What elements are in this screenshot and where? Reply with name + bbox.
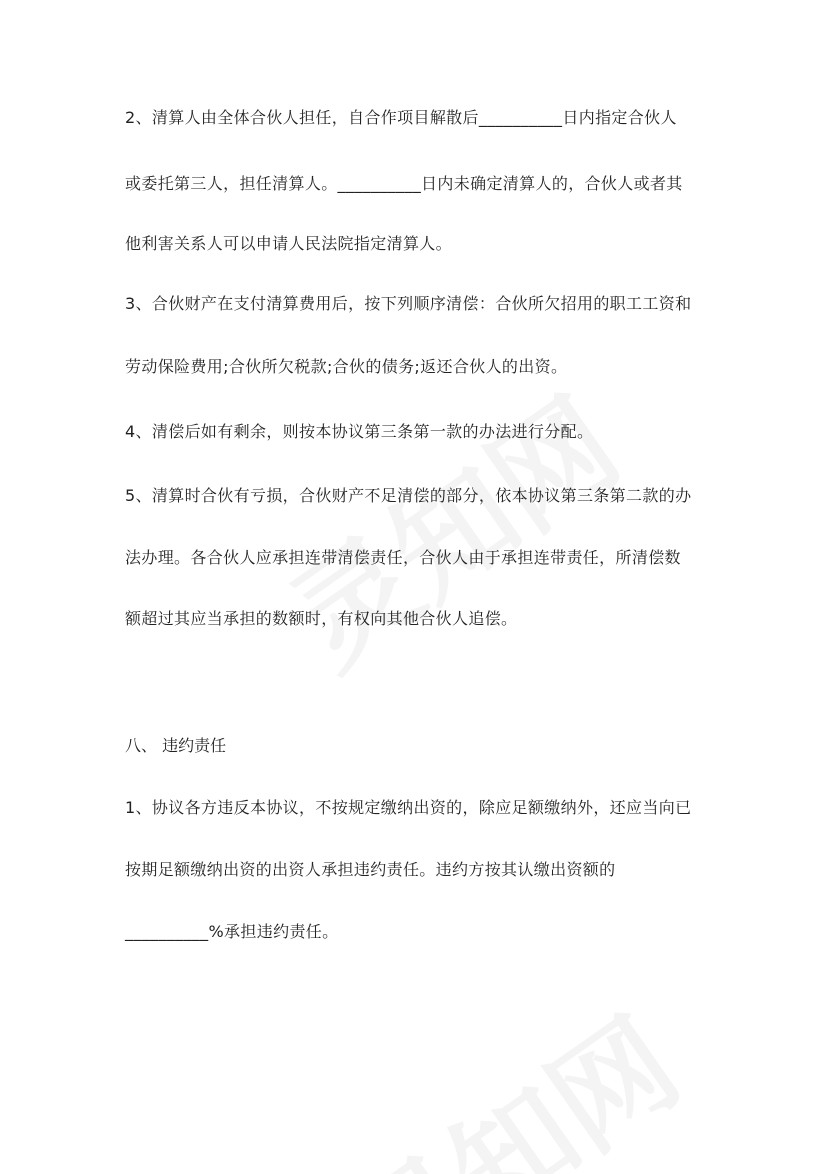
paragraph-line: 5、清算时合伙有亏损，合伙财产不足清偿的部分，依本协议第三条第二款的办 (125, 486, 692, 505)
paragraph-line: 4、清偿后如有剩余，则按本协议第三条第一款的办法进行分配。 (125, 422, 594, 441)
section-heading: 八、 违约责任 (125, 736, 227, 755)
watermark-center (253, 352, 647, 699)
paragraph-line: 法办理。各合伙人应承担连带清偿责任，合伙人由于承担连带责任，所清偿数 (125, 548, 681, 567)
paragraph-line: 额超过其应当承担的数额时，有权向其他合伙人追偿。 (125, 609, 518, 628)
paragraph-line: 劳动保险费用;合伙所欠税款;合伙的债务;返还合伙人的出资。 (125, 357, 568, 376)
paragraph-line: __________%承担违约责任。 (125, 922, 339, 941)
paragraph-line: 2、清算人由全体合伙人担任，自合作项目解散后__________日内指定合伙人 (125, 108, 677, 127)
paragraph-line: 或委托第三人，担任清算人。__________日内未确定清算人的，合伙人或者其 (125, 174, 683, 193)
paragraph-line: 他利害关系人可以申请人民法院指定清算人。 (125, 234, 453, 253)
paragraph-line: 按期足额缴纳出资的出资人承担违约责任。违约方按其认缴出资额的 (125, 860, 616, 879)
paragraph-line: 3、合伙财产在支付清算费用后，按下列顺序清偿：合伙所欠招用的职工工资和 (125, 294, 692, 313)
paragraph-line: 1、协议各方违反本协议，不按规定缴纳出资的，除应足额缴纳外，还应当向已 (125, 798, 692, 817)
watermark-bottom (313, 972, 707, 1174)
